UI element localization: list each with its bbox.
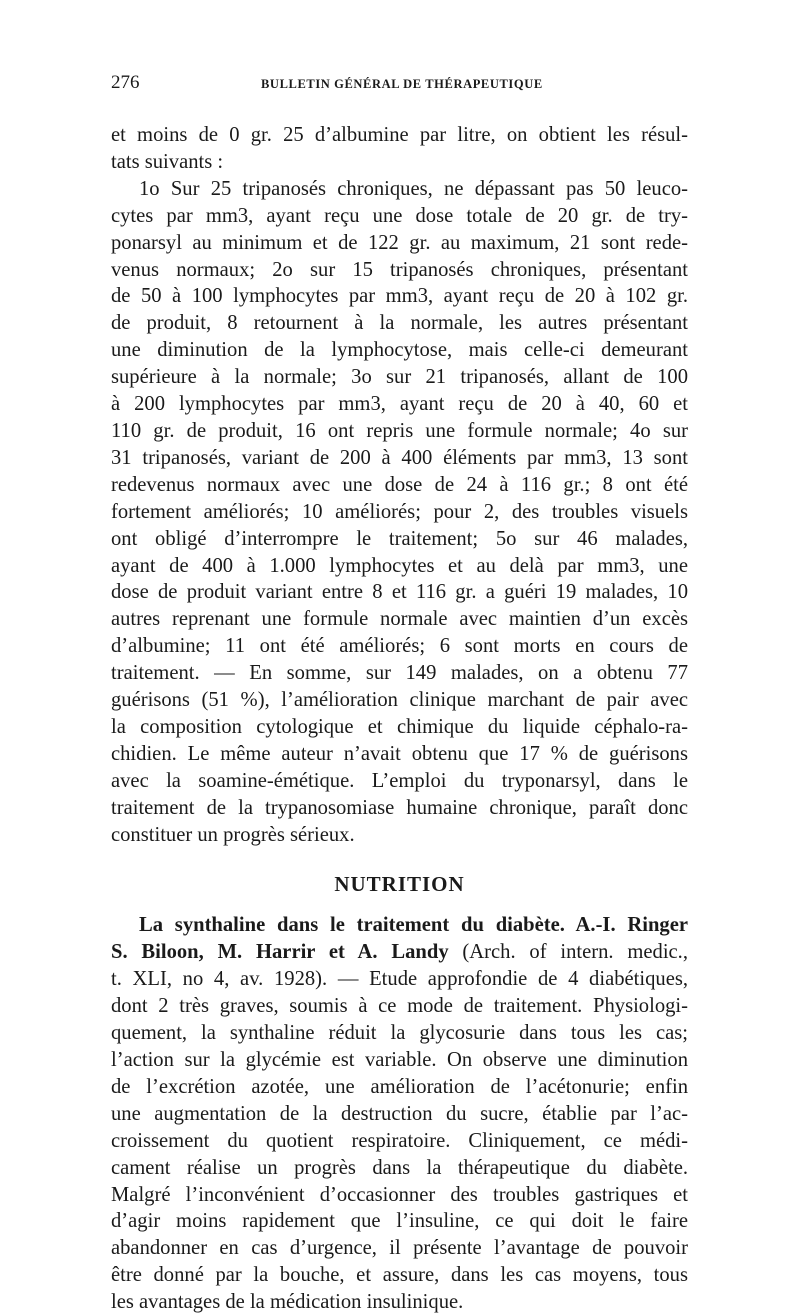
text-line: de l’excrétion azotée, une amélioration de l’acétonurie; enfin <box>111 1075 688 1098</box>
text-line: abandonner en cas d’urgence, il présente l’avantage de pouvoir <box>111 1237 688 1260</box>
text-line: ayant de 400 à 1.000 lymphocytes et au delà par mm3, une <box>111 554 688 577</box>
text-line: autres reprenant une formule normale avec maintien d’un excès <box>111 608 688 631</box>
article-synthaline <box>111 912 688 1316</box>
text-line: venus normaux; 2o sur 15 tripanosés chroniques, présentant <box>111 258 688 281</box>
text-line: avec la soamine-émétique. L’emploi du tryponarsyl, dans le <box>111 769 688 792</box>
running-head <box>111 72 688 102</box>
text-line: cament réalise un progrès dans la thérapeutique du diabète. <box>111 1156 688 1179</box>
text-line: constituer un progrès sérieux. <box>111 823 355 846</box>
text-line: être donné par la bouche, et assure, dans les cas moyens, tous <box>111 1264 688 1287</box>
journal-title: BULLETIN GÉNÉRAL DE THÉRAPEUTIQUE <box>261 77 543 91</box>
paragraph-trypanosomiasis <box>111 122 688 848</box>
article-title: La synthaline dans le traitement du diabète. A.-I. Ringer <box>139 914 688 937</box>
section-heading: NUTRITION <box>334 872 465 897</box>
text-line: dose de produit variant entre 8 et 116 gr. a guéri 19 malades, 10 <box>111 581 688 604</box>
text-line: fortement améliorés; 10 améliorés; pour 2, des troubles visuels <box>111 500 688 523</box>
article-citation: (Arch. of intern. medic., <box>448 941 688 964</box>
text-line: 1o Sur 25 tripanosés chroniques, ne dépassant pas 50 leuco- <box>139 177 688 200</box>
text-line: supérieure à la normale; 3o sur 21 tripanosés, allant de 100 <box>111 366 688 389</box>
text-line: de 50 à 100 lymphocytes par mm3, ayant reçu de 20 à 102 gr. <box>111 285 688 308</box>
article-title-line <box>111 912 688 939</box>
text-line: d’albumine; 11 ont été améliorés; 6 sont morts en cours de <box>111 635 688 658</box>
text-line: quement, la synthaline réduit la glycosurie dans tous les cas; <box>111 1022 688 1045</box>
text-line: croissement du quotient respiratoire. Cliniquement, ce médi- <box>111 1129 688 1152</box>
text-line: à 200 lymphocytes par mm3, ayant reçu de 20 à 40, 60 et <box>111 393 688 416</box>
page-number: 276 <box>111 72 140 93</box>
text-line: d’agir moins rapidement que l’insuline, ce qui doit le faire <box>111 1210 688 1233</box>
text-line: une diminution de la lymphocytose, mais celle-ci demeurant <box>111 339 688 362</box>
page <box>111 72 688 1316</box>
text-line: redevenus normaux avec une dose de 24 à 116 gr.; 8 ont été <box>111 473 688 496</box>
text-line: guérisons (51 %), l’amélioration clinique marchant de pair avec <box>111 689 688 712</box>
text-line: traitement de la trypanosomiase humaine chronique, paraît donc <box>111 796 688 819</box>
text-line: les avantages de la médication insulinique. <box>111 1291 464 1314</box>
text-line: 110 gr. de produit, 16 ont repris une formule normale; 4o sur <box>111 419 688 442</box>
article-authors: S. Biloon, M. Harrir et A. Landy <box>111 941 449 964</box>
text-line: ont obligé d’interrompre le traitement; 5o sur 46 malades, <box>111 527 688 550</box>
text-line: la composition cytologique et chimique du liquide céphalo-ra- <box>111 715 688 738</box>
text-line: traitement. — En somme, sur 149 malades, on a obtenu 77 <box>111 662 688 685</box>
text-line: cytes par mm3, ayant reçu une dose totale de 20 gr. de try- <box>111 204 688 227</box>
text-line: de produit, 8 retournent à la normale, les autres présentant <box>111 312 688 335</box>
text-line: l’action sur la glycémie est variable. On observe une diminution <box>111 1049 688 1071</box>
text-line: dont 2 très graves, soumis à ce mode de traitement. Physiologi- <box>111 995 688 1018</box>
text-line: Malgré l’inconvénient d’occasionner des troubles gastriques et <box>111 1183 688 1206</box>
text-line: t. XLI, no 4, av. 1928). — Etude approfondie de 4 diabétiques, <box>111 968 688 991</box>
text-line: ponarsyl au minimum et de 122 gr. au maximum, 21 sont rede- <box>111 231 688 254</box>
article-authors-line <box>111 939 688 966</box>
text-line: chidien. Le même auteur n’avait obtenu que 17 % de guérisons <box>111 742 688 765</box>
text-line: et moins de 0 gr. 25 d’albumine par litre, on obtient les résul- <box>111 124 688 146</box>
text-line: une augmentation de la destruction du sucre, établie par l’ac- <box>111 1102 688 1125</box>
text-line: tats suivants : <box>111 150 224 173</box>
text-line: 31 tripanosés, variant de 200 à 400 éléments par mm3, 13 sont <box>111 446 688 469</box>
